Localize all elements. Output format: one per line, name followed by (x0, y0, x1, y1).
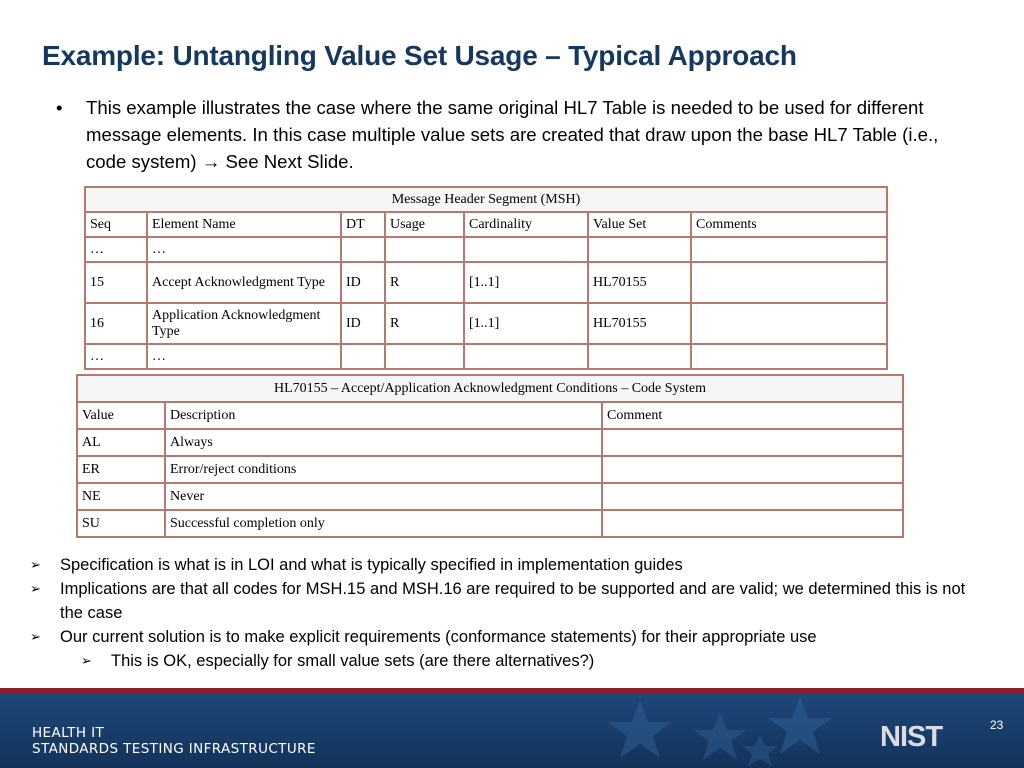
nist-logo (880, 722, 976, 750)
nist-logo-text: NIST (880, 722, 943, 750)
slide-title: Example: Untangling Value Set Usage – Typical Approach (42, 40, 797, 71)
column-header: Comment (602, 402, 903, 429)
table-cell (385, 344, 464, 369)
column-header: Element Name (147, 212, 341, 237)
table-cell (691, 344, 887, 369)
table-cell (691, 303, 887, 344)
table-cell (691, 237, 887, 262)
table-cell: Always (165, 429, 602, 456)
table-cell (691, 262, 887, 303)
table-row (85, 303, 887, 344)
intro-bullet-block (56, 94, 961, 175)
table-header-row (85, 212, 887, 237)
table-row (77, 483, 903, 510)
table-cell: [1..1] (464, 262, 588, 303)
arrow-right-icon: → (201, 151, 221, 172)
table-cell: Successful completion only (165, 510, 602, 537)
table-cell: Error/reject conditions (165, 456, 602, 483)
table-cell: HL70155 (588, 262, 691, 303)
column-header: Description (165, 402, 602, 429)
footer-line-1: HEALTH IT (32, 725, 105, 741)
table-cell (602, 483, 903, 510)
table-cell (464, 344, 588, 369)
table-cell: … (85, 237, 147, 262)
list-item (30, 553, 990, 577)
table-caption-row (77, 375, 903, 402)
table-cell: Application Acknowledgment Type (147, 303, 341, 344)
table-row (85, 237, 887, 262)
table-cell: [1..1] (464, 303, 588, 344)
table-cell: HL70155 (588, 303, 691, 344)
table-cell (588, 344, 691, 369)
note-text: This is OK, especially for small value sets (are there alternatives?) (111, 652, 595, 670)
table-cell (341, 237, 385, 262)
arrowhead-bullet-icon: ➢ (30, 581, 41, 596)
table-cell: R (385, 262, 464, 303)
table-row (77, 510, 903, 537)
table-cell: Accept Acknowledgment Type (147, 262, 341, 303)
table-cell (602, 510, 903, 537)
table-cell: R (385, 303, 464, 344)
stars-decoration-icon (600, 692, 860, 768)
intro-tail: See Next Slide. (220, 151, 354, 172)
list-item (30, 625, 990, 649)
table-cell: 15 (85, 262, 147, 303)
footer-stripe (0, 688, 1024, 694)
table-cell (588, 237, 691, 262)
table-row (77, 429, 903, 456)
table-cell: AL (77, 429, 165, 456)
column-header: Cardinality (464, 212, 588, 237)
arrowhead-bullet-icon: ➢ (30, 557, 41, 572)
table-caption-row (85, 187, 887, 212)
column-header: Usage (385, 212, 464, 237)
note-text: Our current solution is to make explicit requirements (conformance statements) for their appropriate use (60, 628, 817, 646)
table-cell (385, 237, 464, 262)
hl70155-caption: HL70155 – Accept/Application Acknowledgment Conditions – Code System (77, 375, 903, 402)
table-cell: SU (77, 510, 165, 537)
column-header: Comments (691, 212, 887, 237)
list-item (81, 649, 990, 673)
table-header-row (77, 402, 903, 429)
table-cell: … (147, 344, 341, 369)
table-cell: NE (77, 483, 165, 510)
table-cell (602, 456, 903, 483)
table-cell (602, 429, 903, 456)
table-cell: 16 (85, 303, 147, 344)
table-row (85, 344, 887, 369)
table-cell (464, 237, 588, 262)
column-header: Seq (85, 212, 147, 237)
notes-list (30, 553, 990, 673)
table-cell: ID (341, 303, 385, 344)
intro-text: This example illustrates the case where the same original HL7 Table is needed to be used for different message elements. In this case multiple value sets are created that draw upon the base HL7 Table (i.e., code system) (86, 97, 939, 172)
footer-line-2: STANDARDS TESTING INFRASTRUCTURE (32, 741, 316, 757)
note-text: Implications are that all codes for MSH.15 and MSH.16 are required to be supported and are valid; we determined this is not the case (60, 580, 966, 622)
table-cell: … (147, 237, 341, 262)
list-item (30, 577, 990, 625)
table-cell: Never (165, 483, 602, 510)
table-cell: … (85, 344, 147, 369)
hl70155-table (76, 374, 904, 538)
bullet-glyph: • (56, 97, 63, 118)
table-cell: ID (341, 262, 385, 303)
column-header: DT (341, 212, 385, 237)
msh-caption: Message Header Segment (MSH) (85, 187, 887, 212)
footer-banner (0, 688, 1024, 768)
table-row (77, 456, 903, 483)
table-cell (341, 344, 385, 369)
arrowhead-bullet-icon: ➢ (81, 653, 92, 668)
column-header: Value (77, 402, 165, 429)
table-row (85, 262, 887, 303)
msh-table (84, 186, 888, 370)
intro-paragraph (86, 94, 961, 175)
page-number: 23 (990, 718, 1004, 732)
column-header: Value Set (588, 212, 691, 237)
table-cell: ER (77, 456, 165, 483)
note-text: Specification is what is in LOI and what is typically specified in implementation guides (60, 556, 683, 574)
arrowhead-bullet-icon: ➢ (30, 629, 41, 644)
footer-program-name (32, 725, 316, 757)
